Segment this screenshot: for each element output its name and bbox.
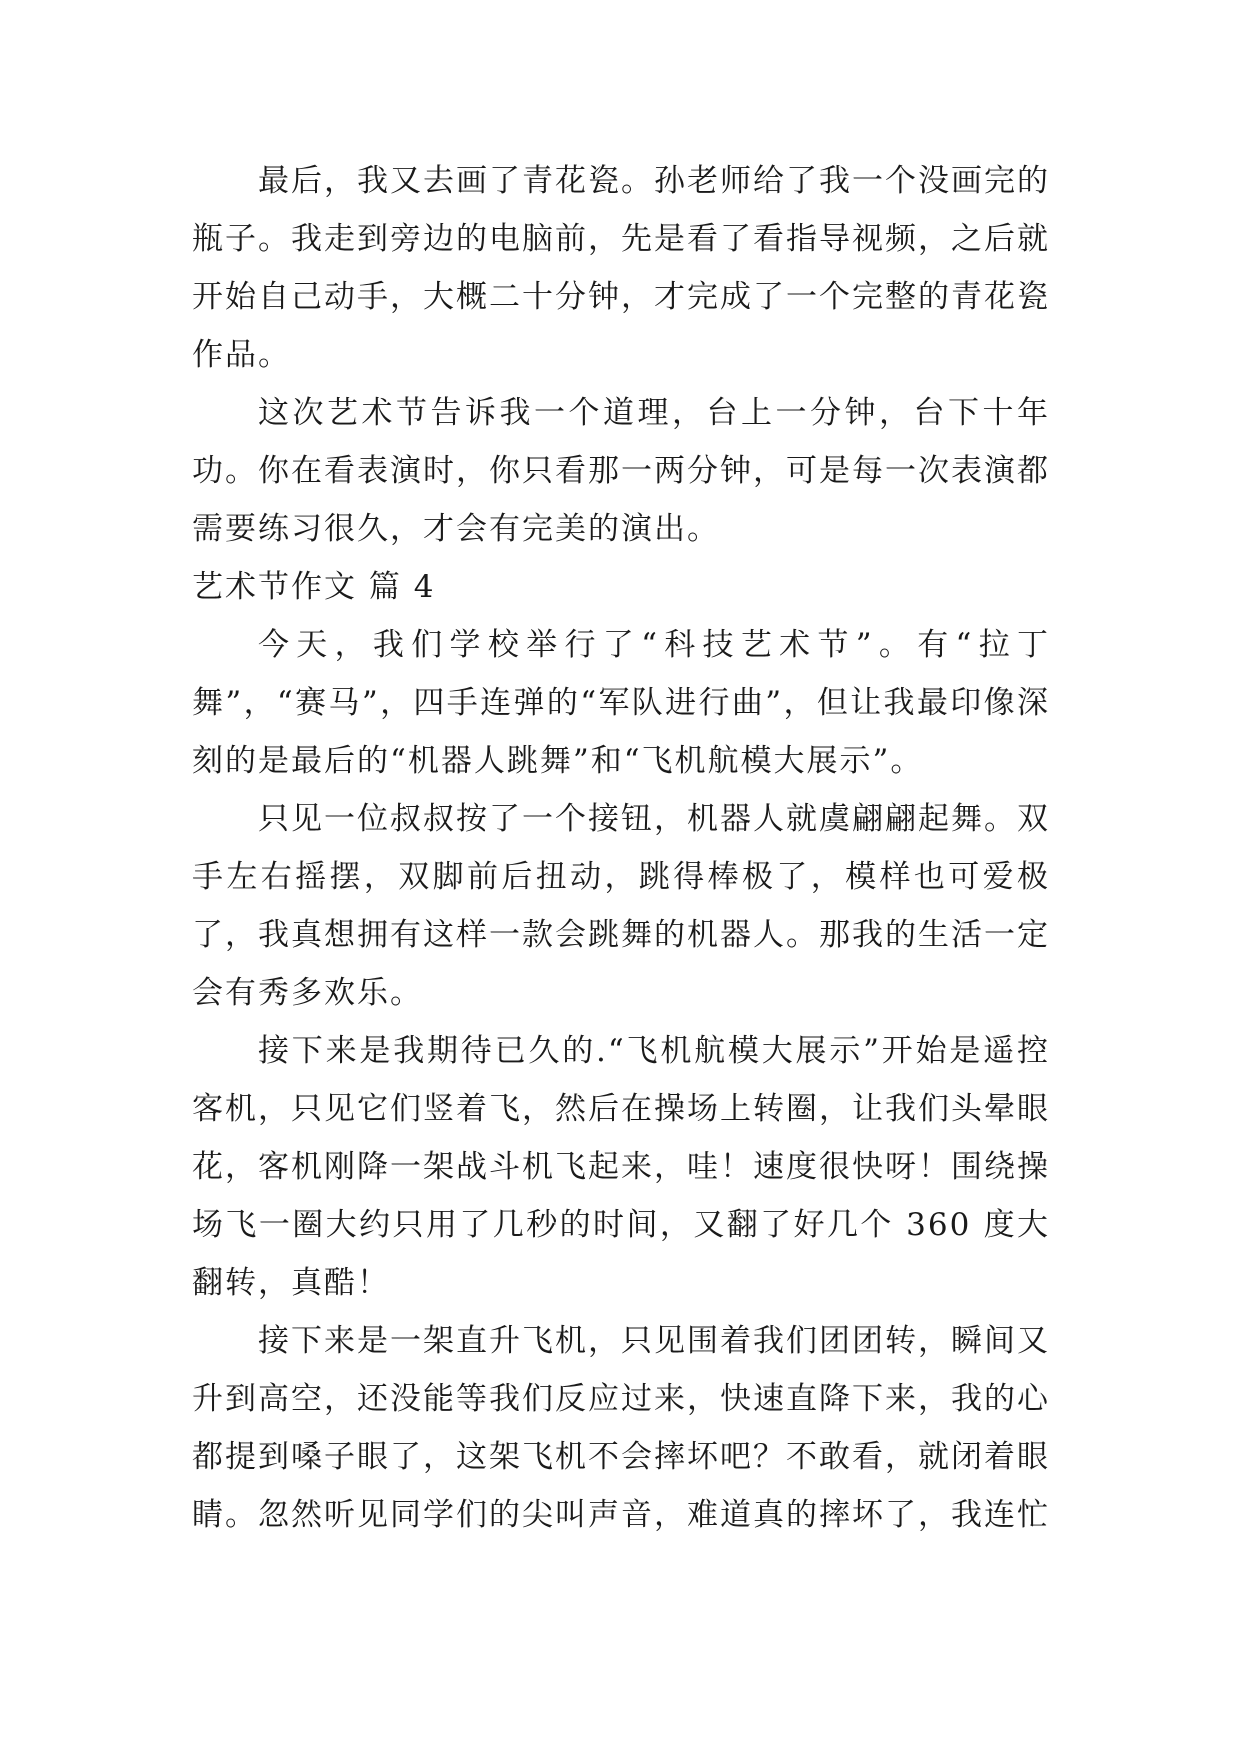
section-heading: 艺术节作文 篇 4 [192,569,436,605]
paragraph-festival-intro: 今天，我们学校举行了“科技艺术节”。有“拉丁舞”，“赛马”，四手连弹的“军队进行曲”，但让我最印像深刻的是最后的“机器人跳舞”和“飞机航模大展示”。 [192,627,1050,779]
paragraph-robot-dance: 只见一位叔叔按了一个接钮，机器人就虞翩翩起舞。双手左右摇摆，双脚前后扭动，跳得棒极了，模样也可爱极了，我真想拥有这样一款会跳舞的机器人。那我的生活一定会有秀多欢乐。 [192,801,1050,1011]
paragraph-model-airplane-show: 接下来是我期待已久的.“飞机航模大展示”开始是遥控客机，只见它们竖着飞，然后在操场上转圈，让我们头晕眼花，客机刚降一架战斗机飞起来，哇！速度很快呀！围绕操场飞一圈大约只用了几秒的时间，又翻了好几个 360 度大翻转，真酷！ [192,1033,1050,1301]
document-page [192,152,1050,1544]
paragraph-blue-white-porcelain: 最后，我又去画了青花瓷。孙老师给了我一个没画完的瓶子。我走到旁边的电脑前，先是看了看指导视频，之后就开始自己动手，大概二十分钟，才完成了一个完整的青花瓷作品。 [192,163,1050,373]
paragraph-art-festival-lesson: 这次艺术节告诉我一个道理，台上一分钟，台下十年功。你在看表演时，你只看那一两分钟，可是每一次表演都需要练习很久，才会有完美的演出。 [192,395,1050,547]
paragraph-helicopter: 接下来是一架直升飞机，只见围着我们团团转，瞬间又升到高空，还没能等我们反应过来，快速直降下来，我的心都提到嗓子眼了，这架飞机不会摔坏吧？不敢看，就闭着眼睛。忽然听见同学们的尖叫声音，难道真的摔坏了，我连忙 [192,1323,1050,1533]
